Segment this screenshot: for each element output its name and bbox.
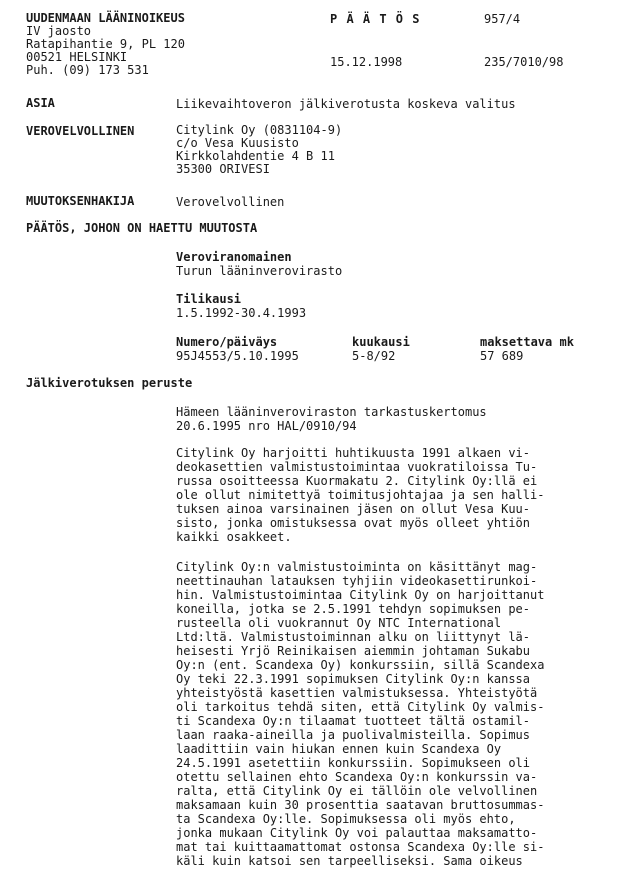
court-name: UUDENMAAN LÄÄNINOIKEUS xyxy=(26,11,185,25)
taxpayer-address xyxy=(176,124,342,176)
text-line: ole ollut nimitettyä toimitusjohtajaa ja sen halli- xyxy=(176,488,545,502)
appealed-decision-heading: PÄÄTÖS, JOHON ON HAETTU MUUTOSTA xyxy=(26,221,258,235)
taxpayer-name: Citylink Oy (0831104-9) xyxy=(176,123,343,137)
court-address-block xyxy=(26,12,185,77)
postal-address: 00521 HELSINKI xyxy=(26,50,128,64)
text-line: oli tarkoitus tehdä siten, että Citylink Oy valmis- xyxy=(176,700,545,714)
kuukausi-value: 5-8/92 xyxy=(352,349,396,363)
text-line: deokasettien valmistustoimintaa vuokratiloissa Tu- xyxy=(176,460,538,474)
decision-date: 15.12.1998 xyxy=(330,55,403,69)
paragraph-2 xyxy=(176,560,596,868)
tilikausi-label: Tilikausi xyxy=(176,292,242,306)
numero-label: Numero/päiväys xyxy=(176,335,278,349)
muutoksenhakija-label: MUUTOKSENHAKIJA xyxy=(26,194,135,208)
numero-value: 95J4553/5.10.1995 xyxy=(176,349,299,363)
text-line: 24.5.1991 asetettiin konkurssiin. Sopimukseen oli xyxy=(176,756,531,770)
maksettava-value: 57 689 xyxy=(480,349,524,363)
document-type: P Ä Ä T Ö S xyxy=(330,12,421,26)
text-line: Ltd:ltä. Valmistustoiminnan alku on liittynyt lä- xyxy=(176,630,531,644)
text-line: koneilla, jotka se 2.5.1991 tehdyn sopimuksen pe- xyxy=(176,602,531,616)
text-line: ti Scandexa Oy:n tilaamat tuotteet tältä ostamil- xyxy=(176,714,531,728)
text-line: käli kuin katsoi sen tarpeelliseksi. Sama oikeus xyxy=(176,854,523,868)
case-number: 235/7010/98 xyxy=(484,55,564,69)
text-line: hin. Valmistustoimintaa Citylink Oy on harjoittanut xyxy=(176,588,545,602)
text-line: sisto, jonka omistuksessa ovat myös olleet yhtiön xyxy=(176,516,531,530)
text-line: ta Scandexa Oy:lle. Sopimuksessa oli myös ehto, xyxy=(176,812,516,826)
street-address: Ratapihantie 9, PL 120 xyxy=(26,37,185,51)
text-line: neettinauhan latauksen tyhjiin videokasettirunkoi- xyxy=(176,574,538,588)
text-line: Oy teki 22.3.1991 sopimuksen Citylink Oy:n kanssa xyxy=(176,672,531,686)
document-number: 957/4 xyxy=(484,12,521,26)
text-line: kaikki osakkeet. xyxy=(176,530,292,544)
text-line: laan raaka-aineilla ja puolivalmisteilla. Sopimus xyxy=(176,728,531,742)
report-line: 20.6.1995 nro HAL/0910/94 xyxy=(176,419,357,433)
text-line: russa osoitteessa Kuormakatu 2. Citylink Oy:llä ei xyxy=(176,474,538,488)
text-line: tuksen ainoa varsinainen jäsen on ollut Vesa Kuu- xyxy=(176,502,531,516)
text-line: rusteella oli vuokrannut Oy NTC International xyxy=(176,616,502,630)
text-line: ralta, että Citylink Oy ei tällöin ole velvollinen xyxy=(176,784,538,798)
text-line: laadittiin vain hiukan ennen kuin Scandexa Oy xyxy=(176,742,502,756)
taxpayer-street: Kirkkolahdentie 4 B 11 xyxy=(176,149,335,163)
text-line: heisesti Yrjö Reinikaisen aiemmin johtaman Sukabu xyxy=(176,644,531,658)
maksettava-label: maksettava mk xyxy=(480,335,574,349)
verovelvollinen-label: VEROVELVOLLINEN xyxy=(26,124,135,138)
asia-label: ASIA xyxy=(26,96,55,110)
text-line: yhteistyöstä kasettien valmistuksessa. Yhteistyötä xyxy=(176,686,538,700)
taxpayer-co: c/o Vesa Kuusisto xyxy=(176,136,299,150)
text-line: otettu sellainen ehto Scandexa Oy:n konkurssin va- xyxy=(176,770,538,784)
kuukausi-label: kuukausi xyxy=(352,335,410,349)
text-line: mat tai kuittaamattomat ostonsa Scandexa Oy:lle si- xyxy=(176,840,545,854)
taxpayer-postal: 35300 ORIVESI xyxy=(176,162,270,176)
asia-value: Liikevaihtoveron jälkiverotusta koskeva valitus xyxy=(176,97,516,111)
text-line: Citylink Oy harjoitti huhtikuusta 1991 alkaen vi- xyxy=(176,446,531,460)
text-line: jonka mukaan Citylink Oy voi palauttaa maksamatto- xyxy=(176,826,538,840)
inspection-report-ref xyxy=(176,405,596,433)
paragraph-1 xyxy=(176,446,596,544)
muutoksenhakija-value: Verovelvollinen xyxy=(176,195,285,209)
tilikausi-value: 1.5.1992-30.4.1993 xyxy=(176,306,307,320)
veroviranomainen-label: Veroviranomainen xyxy=(176,250,292,264)
text-line: Citylink Oy:n valmistustoiminta on käsittänyt mag- xyxy=(176,560,538,574)
division: IV jaosto xyxy=(26,24,92,38)
veroviranomainen-value: Turun lääninverovirasto xyxy=(176,264,343,278)
text-line: Oy:n (ent. Scandexa Oy) konkurssiin, sillä Scandexa xyxy=(176,658,545,672)
text-line: maksamaan kuin 30 prosenttia saatavan bruttosummas- xyxy=(176,798,545,812)
report-line: Hämeen lääninveroviraston tarkastuskertomus xyxy=(176,405,487,419)
phone: Puh. (09) 173 531 xyxy=(26,63,149,77)
section-title: Jälkiverotuksen peruste xyxy=(26,376,193,390)
